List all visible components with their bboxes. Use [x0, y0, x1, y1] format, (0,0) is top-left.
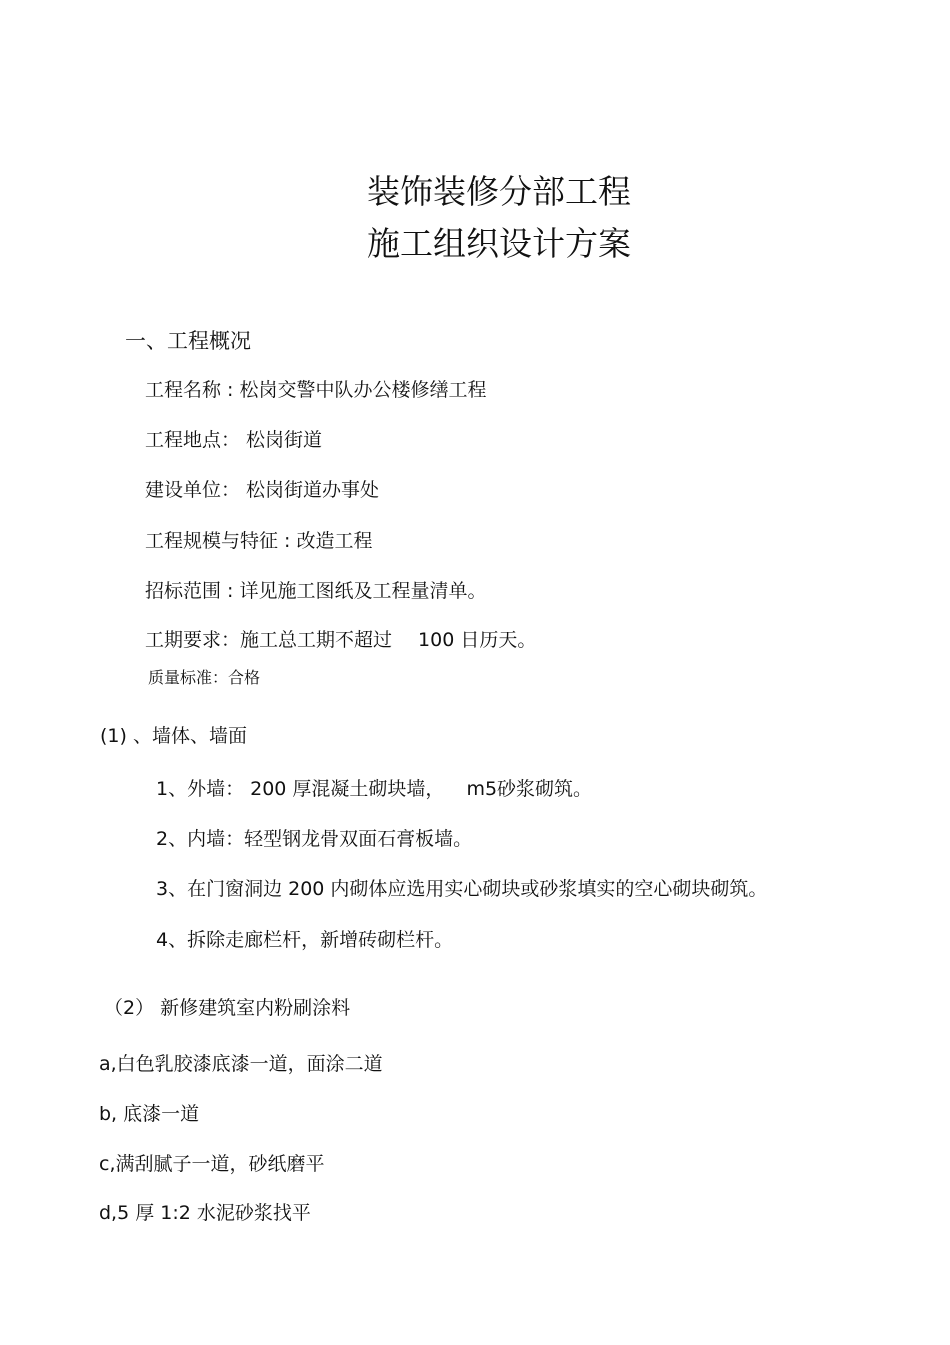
project-location: 工程地点： 松岗街道	[145, 429, 323, 451]
paint-item-b: b, 底漆一道	[99, 1103, 200, 1125]
bid-scope: 招标范围 : 详见施工图纸及工程量清单。	[145, 580, 487, 602]
construction-unit: 建设单位： 松岗街道办事处	[145, 479, 380, 501]
wall-item-1-part-a: 1、外墙： 200 厚混凝土砌块墙，	[156, 778, 445, 800]
wall-item-4: 4、拆除走廊栏杆，新增砖砌栏杆。	[156, 929, 454, 951]
paint-item-a: a,白色乳胶漆底漆一道，面涂二道	[99, 1053, 383, 1075]
construction-period	[145, 631, 536, 650]
wall-item-1-part-b: m5砂浆砌筑。	[466, 778, 593, 800]
construction-period-label: 工期要求：施工总工期不超过	[145, 629, 393, 651]
document-title-line-2: 施工组织设计方案	[367, 224, 631, 263]
paint-item-d: d,5 厚 1:2 水泥砂浆找平	[99, 1202, 311, 1224]
project-name: 工程名称 : 松岗交警中队办公楼修缮工程	[145, 379, 487, 401]
construction-period-value: 100 日历天。	[418, 629, 537, 651]
paint-item-c: c,满刮腻子一道，砂纸磨平	[99, 1153, 325, 1175]
wall-item-1	[156, 780, 592, 799]
quality-standard: 质量标准：合格	[148, 668, 261, 687]
wall-item-3: 3、在门窗洞边 200 内砌体应选用实心砌块或砂浆填实的空心砌块砌筑。	[156, 878, 768, 900]
section-heading-wall: (1) 、墙体、墙面	[100, 725, 247, 747]
section-heading-paint: （2） 新修建筑室内粉刷涂料	[104, 997, 351, 1019]
document-title-line-1: 装饰装修分部工程	[367, 172, 631, 211]
project-scale: 工程规模与特征 : 改造工程	[145, 530, 373, 552]
wall-item-2: 2、内墙：轻型钢龙骨双面石膏板墙。	[156, 828, 473, 850]
section-heading-overview: 一、工程概况	[125, 329, 251, 353]
